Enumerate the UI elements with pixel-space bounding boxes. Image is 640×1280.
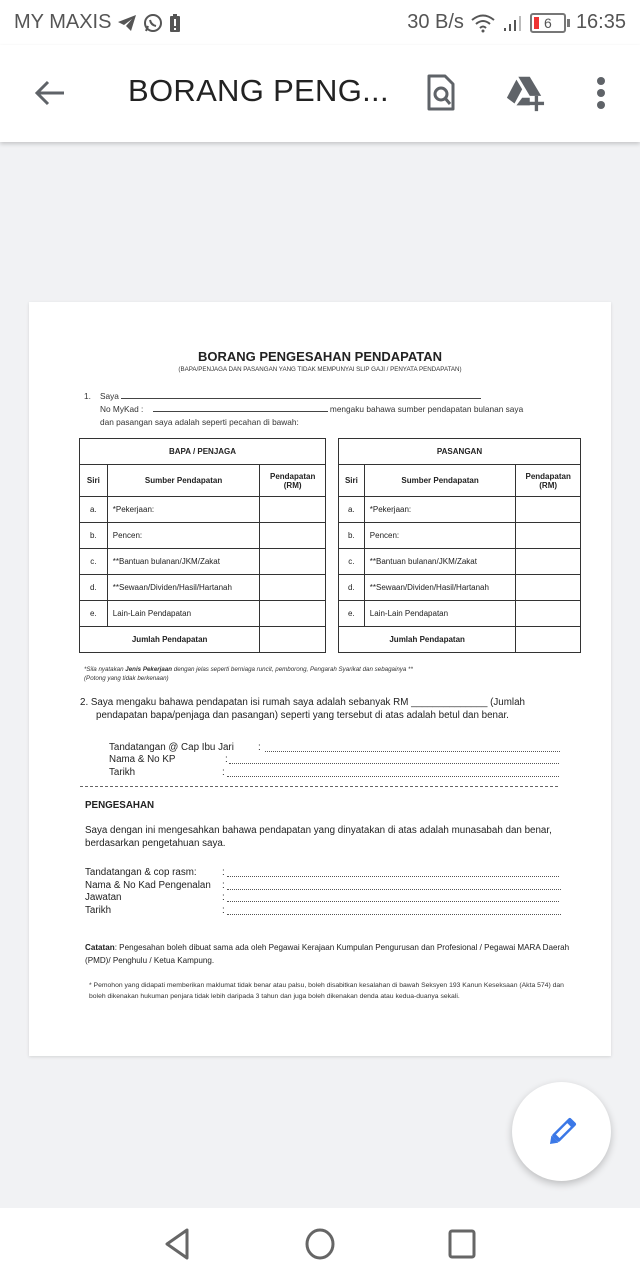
- catatan-note: Catatan: Pengesahan boleh dibuat sama ada oleh Pegawai Kerajaan Kumpulan Pengurusan dan Profesional / Pegawai MARA Daerah (PMD)/ Penghulu / Ketua Kampung.: [85, 943, 570, 965]
- name-blank: [121, 391, 481, 399]
- table-row: e. Lain-Lain Pendapatan: [339, 601, 581, 627]
- table-row: c. **Bantuan bulanan/JKM/Zakat: [339, 549, 581, 575]
- table-row: d. **Sewaan/Dividen/Hasil/Hartanah: [339, 575, 581, 601]
- document-search-icon: [426, 74, 456, 112]
- date-line: [227, 776, 559, 777]
- form-title: BORANG PENGESAHAN PENDAPATAN: [197, 349, 443, 364]
- divider: [80, 786, 558, 787]
- nav-back-button[interactable]: [160, 1226, 196, 1262]
- nav-home-button[interactable]: [302, 1226, 338, 1262]
- table-row: a. *Pekerjaan:: [339, 497, 581, 523]
- field-line: [227, 901, 559, 902]
- name-kp-label: Nama & No KP: [109, 754, 176, 765]
- pdf-page: BORANG PENGESAHAN PENDAPATAN (BAPA/PENJAGA DAN PASANGAN YANG TIDAK MEMPUNYAI SLIP GAJI / PENYATA PENDAPATAN) 1. Saya No MyKad : mengaku bahawa sumber pendapatan bulanan saya dan pasangan saya adalah seperti pecahan di bawah: BAPA / PENJAGA Siri Sumber Pendapatan Pendapatan (RM) a. *Pekerjaan: b. Pencen: c. **Bantuan bulanan/JKM/Zakat d. **Sewaan/Dividen/Hasil/Hartanah e. Lain-Lain Pendapatan Jumlah Pendapatan PASANGAN Siri Sumber Pendapatan Pendapatan (RM) a. *Pekerjaan: b. Pencen: c. **Bantuan bulanan/JKM/Zakat d. **Sewaan/Dividen/Hasil/Hartanah e. Lain-Lain Pendapatan Jumlah Pendapatan *Sila nyatakan Jenis Pekerjaan dengan jelas seperti berniaga runcit, pemborong, Pengarah Syarikat dan sebagainya ** (Potong yang tidak berkenaan) 2. Saya mengaku bahawa pendapatan isi rumah saya adalah sebanyak RM ______________ (Jumlah pendapatan bapa/penjaga dan pasangan) seperti yang tersebut di atas adalah betul dan benar. Tandatangan @ Cap Ibu Jari : Nama & No KP : Tarikh : PENGESAHAN Saya dengan ini mengesahkan bahawa pendapatan yang dinyatakan di atas adalah munasabah dan benar, berdasarkan pengetahuan saya. Tandatangan & cop rasm: : Nama & No Kad Pengenalan : Jawatan : Tarikh : Catatan: Pengesahan boleh dibuat sama ada oleh Pegawai Kerajaan Kumpulan Pengurusan dan Profesional / Pegawai MARA Daerah (PMD)/ Penghulu / Ketua Kampung. * Pemohon yang didapati memberikan maklumat tidak benar atau palsu, boleh disabitkan kesalahan di bawah Seksyen 193 Kanun Keseksaan (Akta 574) dan boleh dikenakan hukuman penjara tidak lebih daripada 3 tahun dan juga boleh dikenakan denda atau kedua-duanya sekali.: [29, 302, 611, 1056]
- telegram-icon: [117, 14, 137, 32]
- section-1: 1. Saya No MyKad : mengaku bahawa sumber pendapatan bulanan saya dan pasangan saya adalah seperti pecahan di bawah:: [84, 391, 524, 427]
- table-heading: PASANGAN: [339, 439, 581, 465]
- table-row: b. Pencen:: [80, 523, 326, 549]
- table-bapa-penjaga: BAPA / PENJAGA Siri Sumber Pendapatan Pendapatan (RM) a. *Pekerjaan: b. Pencen: c. **Bantuan bulanan/JKM/Zakat d. **Sewaan/Dividen/Hasil/Hartanah e. Lain-Lain Pendapatan Jumlah Pendapatan: [79, 438, 326, 653]
- pengesahan-field-label: Tarikh: [85, 905, 112, 916]
- square-recents-icon: [444, 1226, 480, 1262]
- date-label: Tarikh: [109, 767, 136, 778]
- pengesahan-field-label: Tandatangan & cop rasm:: [85, 867, 197, 878]
- battery-indicator: 6: [530, 13, 566, 33]
- field-line: [227, 889, 561, 890]
- footnote-pekerjaan: *Sila nyatakan Jenis Pekerjaan dengan jelas seperti berniaga runcit, pemborong, Pengarah Syarikat dan sebagainya ** (Potong yang tidak berkenaan): [84, 666, 413, 682]
- pengesahan-field-label: Jawatan: [85, 892, 122, 903]
- signal-icon: [502, 14, 524, 32]
- circle-home-icon: [302, 1226, 338, 1262]
- warning-note: * Pemohon yang didapati memberikan maklumat tidak benar atau palsu, boleh disabitkan kesalahan di bawah Seksyen 193 Kanun Keseksaan (Akta 574) dan boleh dikenakan hukuman penjara tidak lebih daripada 3 tahun dan juga boleh dikenakan denda atau kedua-duanya sekali.: [89, 982, 564, 1000]
- table-row: a. *Pekerjaan:: [80, 497, 326, 523]
- back-button[interactable]: [32, 75, 68, 111]
- pdf-viewer[interactable]: [0, 142, 640, 1208]
- carrier-label: MY MAXIS: [14, 11, 112, 33]
- status-bar: [0, 0, 640, 45]
- field-line: [227, 914, 561, 915]
- signature-label: Tandatangan @ Cap Ibu Jari: [109, 742, 234, 753]
- pencil-icon: [544, 1114, 580, 1150]
- drive-add-icon: [505, 74, 545, 112]
- net-speed: 30 B/s: [407, 11, 464, 33]
- pengesahan-text: Saya dengan ini mengesahkan bahawa pendapatan yang dinyatakan di atas adalah munasabah dan benar, berdasarkan pengetahuan saya.: [85, 825, 552, 849]
- document-title: BORANG PENG...: [128, 73, 389, 108]
- triangle-back-icon: [160, 1226, 196, 1262]
- total-label: Jumlah Pendapatan: [80, 627, 260, 653]
- more-vert-icon: [596, 76, 606, 110]
- signature-line: [265, 751, 560, 752]
- battery-alert-icon: [169, 13, 181, 33]
- whatsapp-icon: [143, 13, 163, 33]
- wifi-icon: [470, 13, 496, 33]
- pengesahan-field-label: Nama & No Kad Pengenalan: [85, 880, 211, 891]
- form-subtitle: (BAPA/PENJAGA DAN PASANGAN YANG TIDAK MEMPUNYAI SLIP GAJI / PENYATA PENDAPATAN): [178, 366, 462, 373]
- edit-fab-button[interactable]: [512, 1082, 611, 1181]
- arrow-left-icon: [32, 75, 68, 111]
- table-row: d. **Sewaan/Dividen/Hasil/Hartanah: [80, 575, 326, 601]
- app-bar: [0, 45, 640, 142]
- section-2: 2. Saya mengaku bahawa pendapatan isi rumah saya adalah sebanyak RM ______________ (Jumlah pendapatan bapa/penjaga dan pasangan) seperti yang tersebut di atas adalah betul dan benar.: [80, 697, 525, 721]
- field-line: [227, 876, 559, 877]
- pengesahan-title: PENGESAHAN: [85, 800, 155, 811]
- mykad-blank: [153, 404, 328, 412]
- add-to-drive-button[interactable]: [505, 73, 545, 113]
- table-pasangan: PASANGAN Siri Sumber Pendapatan Pendapatan (RM) a. *Pekerjaan: b. Pencen: c. **Bantuan bulanan/JKM/Zakat d. **Sewaan/Dividen/Hasil/Hartanah e. Lain-Lain Pendapatan Jumlah Pendapatan: [338, 438, 581, 653]
- nav-recents-button[interactable]: [444, 1226, 480, 1262]
- more-options-button[interactable]: [581, 73, 621, 113]
- name-kp-line: [229, 763, 559, 764]
- find-in-document-button[interactable]: [421, 73, 461, 113]
- clock: 16:35: [575, 11, 626, 33]
- total-label: Jumlah Pendapatan: [339, 627, 516, 653]
- table-row: e. Lain-Lain Pendapatan: [80, 601, 326, 627]
- table-heading: BAPA / PENJAGA: [80, 439, 326, 465]
- table-row: b. Pencen:: [339, 523, 581, 549]
- system-nav-bar: [0, 1208, 640, 1280]
- table-row: c. **Bantuan bulanan/JKM/Zakat: [80, 549, 326, 575]
